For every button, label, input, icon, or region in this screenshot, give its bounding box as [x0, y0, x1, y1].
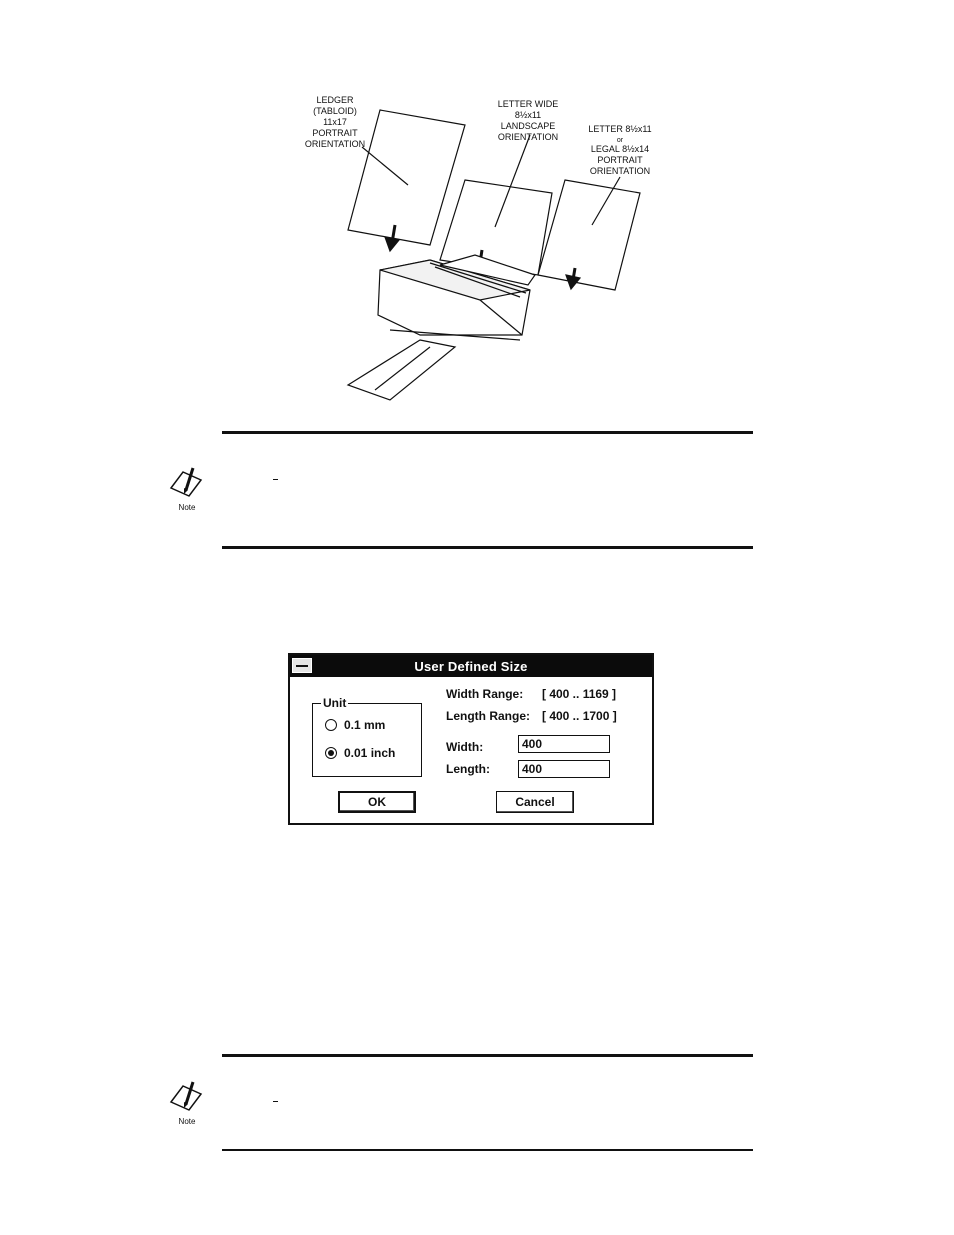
unit-radio-mm[interactable] — [325, 718, 385, 732]
width-input[interactable]: 400 — [518, 735, 610, 753]
letter-wide-label-line-4: ORIENTATION — [497, 132, 559, 142]
letter-legal-label-line-1: LETTER 8½x11 — [588, 124, 652, 134]
width-range-value: [ 400 .. 1169 ] — [542, 687, 617, 701]
letter-wide-label-line-3: LANDSCAPE — [500, 121, 556, 131]
note-bottom-rule — [222, 1149, 753, 1151]
printer-paper-orientation-illustration — [280, 85, 700, 405]
letter-legal-label-line-2: or — [616, 137, 624, 144]
length-field-label: Length: — [446, 762, 490, 776]
unit-group-label: Unit — [323, 696, 347, 710]
note-dash-mark — [273, 479, 278, 480]
letter-legal-label-line-3: LEGAL 8½x14 — [590, 144, 650, 154]
note-1 — [167, 466, 207, 512]
unit-radio-inch[interactable] — [325, 746, 395, 760]
note-pencil-icon — [167, 1080, 207, 1114]
note-bottom-rule — [222, 546, 753, 549]
note-dash-mark — [273, 1101, 278, 1102]
cancel-button[interactable]: Cancel — [496, 791, 574, 813]
note-2 — [167, 1080, 207, 1126]
user-defined-size-dialog — [288, 653, 654, 825]
letter-legal-label-line-4: PORTRAIT — [597, 155, 643, 165]
length-range-label: Length Range: — [446, 709, 530, 723]
note-label: Note — [178, 1117, 196, 1126]
ledger-label-line-2: (TABLOID) — [313, 106, 357, 116]
length-range-value: [ 400 .. 1700 ] — [542, 709, 617, 723]
unit-radio-inch-label: 0.01 inch — [344, 746, 396, 760]
length-input[interactable]: 400 — [518, 760, 610, 778]
width-field-label: Width: — [446, 740, 484, 754]
ok-button[interactable]: OK — [338, 791, 416, 813]
note-label: Note — [178, 503, 196, 512]
ledger-label-line-1: LEDGER — [316, 95, 354, 105]
radio-unselected-icon — [325, 719, 337, 731]
letter-wide-label-line-1: LETTER WIDE — [497, 99, 559, 109]
note-top-rule — [222, 1054, 753, 1057]
dialog-title: User Defined Size — [414, 659, 528, 674]
ledger-label-line-4: PORTRAIT — [312, 128, 358, 138]
ledger-label-line-5: ORIENTATION — [304, 139, 366, 149]
unit-radio-mm-label: 0.1 mm — [344, 718, 386, 732]
dialog-titlebar — [290, 655, 652, 677]
note-pencil-icon — [167, 466, 207, 500]
letter-wide-label-line-2: 8½x11 — [514, 110, 542, 120]
unit-group — [312, 696, 422, 777]
ledger-label-line-3: 11x17 — [323, 117, 347, 127]
letter-legal-label-line-5: ORIENTATION — [589, 166, 651, 176]
width-range-label: Width Range: — [446, 687, 524, 701]
radio-selected-icon — [325, 747, 337, 759]
note-top-rule — [222, 431, 753, 434]
